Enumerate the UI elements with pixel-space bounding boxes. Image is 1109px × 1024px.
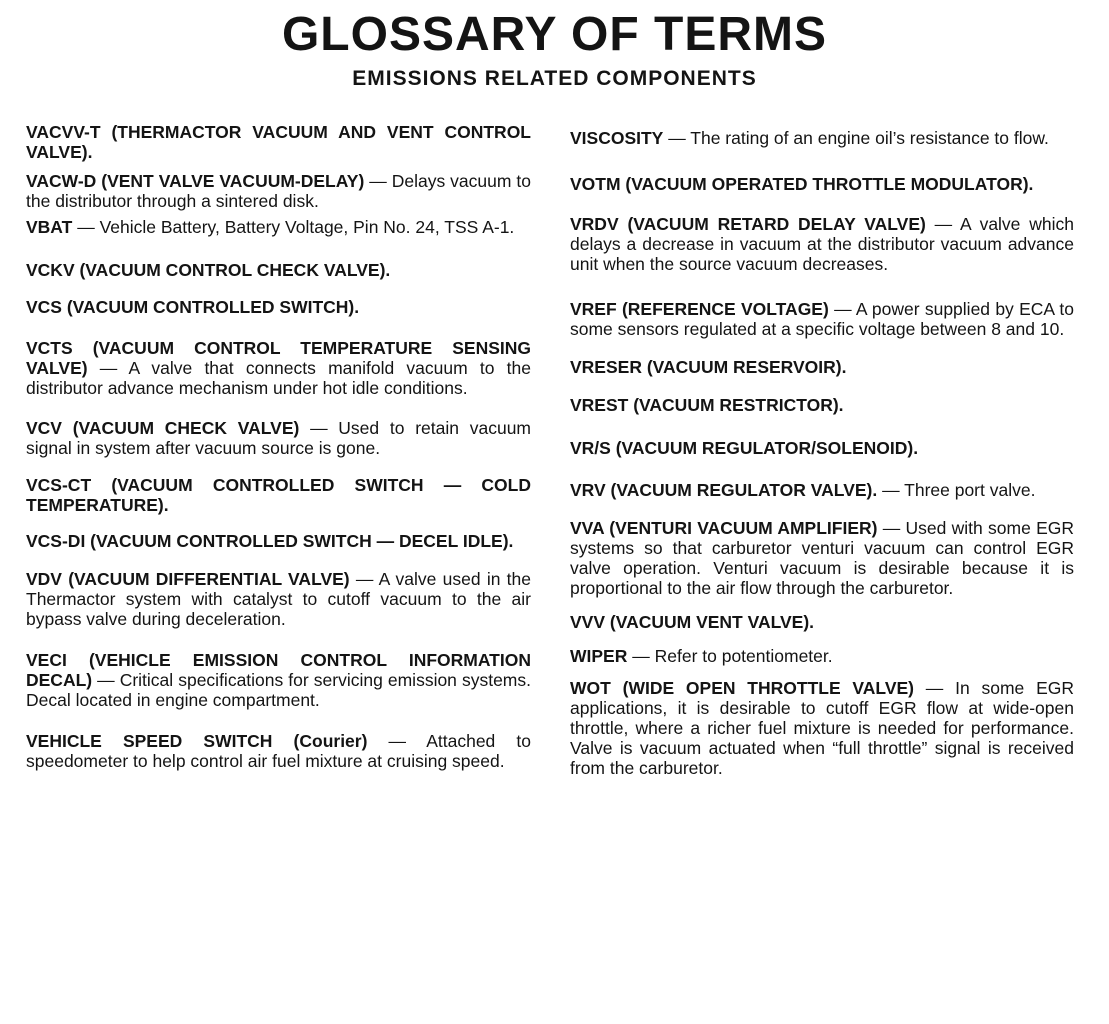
glossary-entry-vrdv [570,214,1074,274]
glossary-term: VDV (VACUUM DIFFERENTIAL VALVE) [26,569,350,589]
glossary-entry-vref [570,299,1074,339]
glossary-term: WIPER [570,646,628,666]
glossary-entry-vcs [26,297,531,317]
glossary-term: VECI (VEHICLE EMISSION CONTROL INFORMATION DECAL) [26,650,531,690]
glossary-entry-vacvv-t [26,122,531,162]
glossary-term: VEHICLE SPEED SWITCH (Courier) [26,731,368,751]
glossary-term: VCS-DI (VACUUM CONTROLLED SWITCH — DECEL IDLE). [26,531,514,551]
glossary-term: VCS-CT (VACUUM CONTROLLED SWITCH — COLD TEMPERATURE). [26,475,531,515]
glossary-definition: — A power supplied by ECA to some sensors regulated at a specific voltage between 8 and 10. [570,299,1074,339]
glossary-right-column [570,128,1074,778]
glossary-definition: — A valve that connects manifold vacuum to the distributor advance mechanism under hot idle conditions. [26,358,531,398]
page-title: GLOSSARY OF TERMS [281,8,828,61]
glossary-term: VACVV-T (THERMACTOR VACUUM AND VENT CONTROL VALVE). [26,122,531,162]
glossary-entry-wot [570,678,1074,778]
glossary-term: VCS (VACUUM CONTROLLED SWITCH). [26,297,360,317]
glossary-term: VVV (VACUUM VENT VALVE). [570,612,815,632]
glossary-definition: — Critical specifications for servicing emission systems. Decal located in engine compartment. [26,670,531,710]
glossary-term: VRESER (VACUUM RESERVOIR). [570,357,847,377]
glossary-definition: — A valve used in the Thermactor system with catalyst to cutoff vacuum to the air bypass valve during deceleration. [26,569,531,629]
glossary-definition: — In some EGR applications, it is desirable to cutoff EGR flow at wide-open throttle, where a richer fuel mixture is needed for performance. Valve is vacuum actuated when “full throttle” signal is received from the carburetor. [570,678,1074,778]
glossary-entry-vdv [26,569,531,629]
glossary-entry-viscosity [570,128,1074,148]
glossary-entry-vckv [26,260,531,280]
glossary-definition: — Delays vacuum to the distributor through a sintered disk. [26,171,531,211]
glossary-term: VBAT [26,217,73,237]
glossary-entry-veci [26,650,531,710]
glossary-term: WOT (WIDE OPEN THROTTLE VALVE) [570,678,914,698]
glossary-term: VCTS (VACUUM CONTROL TEMPERATURE SENSING VALVE) [26,338,531,378]
glossary-entry-vehicle-speed-switch [26,731,531,771]
glossary-definition: — Refer to potentiometer. [627,646,833,666]
glossary-term: VISCOSITY [570,128,664,148]
glossary-entry-vcv [26,418,531,458]
glossary-entry-wiper [570,646,1074,666]
glossary-entry-vreser [570,357,1074,377]
glossary-term: VACW-D (VENT VALVE VACUUM-DELAY) [26,171,365,191]
glossary-entry-vrv [570,480,1074,500]
glossary-entry-vcs-di [26,531,531,551]
glossary-definition: — Three port valve. [877,480,1036,500]
glossary-entry-vvv [570,612,1074,632]
glossary-term: VREF (REFERENCE VOLTAGE) [570,299,829,319]
glossary-entry-vrs [570,438,1074,458]
glossary-term: VR/S (VACUUM REGULATOR/SOLENOID). [570,438,919,458]
glossary-term: VREST (VACUUM RESTRICTOR). [570,395,844,415]
glossary-term: VCV (VACUUM CHECK VALVE) [26,418,300,438]
glossary-entry-vcs-ct [26,475,531,515]
glossary-entry-vrest [570,395,1074,415]
glossary-definition: — The rating of an engine oil’s resistance to flow. [663,128,1049,148]
glossary-term: VRV (VACUUM REGULATOR VALVE). [570,480,878,500]
glossary-entry-vcts [26,338,531,398]
page-subtitle: EMISSIONS RELATED COMPONENTS [352,67,757,90]
glossary-definition: — Used with some EGR systems so that carburetor venturi vacuum can control EGR valve operation. Venturi vacuum is desirable because it is proportional to the air flow through the carburetor. [570,518,1074,598]
glossary-definition: — Used to retain vacuum signal in system after vacuum source is gone. [26,418,532,458]
glossary-entry-vva [570,518,1074,598]
glossary-entry-votm [570,174,1074,194]
glossary-entry-vbat [26,217,531,237]
glossary-term: VOTM (VACUUM OPERATED THROTTLE MODULATOR). [570,174,1034,194]
glossary-definition: — Attached to speedometer to help control air fuel mixture at cruising speed. [26,731,531,771]
glossary-term: VCKV (VACUUM CONTROL CHECK VALVE). [26,260,391,280]
glossary-definition: — A valve which delays a decrease in vacuum at the distributor vacuum advance unit when the source vacuum decreases. [570,214,1074,274]
glossary-left-column [26,122,531,771]
glossary-term: VRDV (VACUUM RETARD DELAY VALVE) [570,214,926,234]
glossary-term: VVA (VENTURI VACUUM AMPLIFIER) [570,518,878,538]
glossary-entry-vacw-d [26,171,531,211]
glossary-definition: — Vehicle Battery, Battery Voltage, Pin No. 24, TSS A-1. [72,217,515,237]
